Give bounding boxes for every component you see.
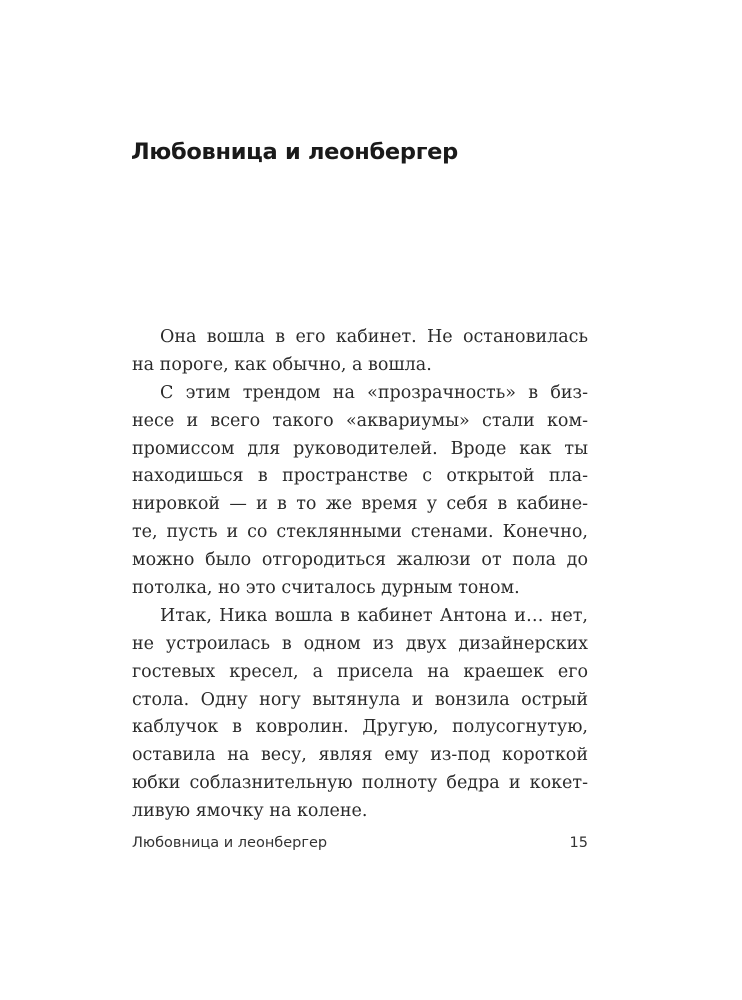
text-line: промиссом для руководителей. Вроде как ты — [132, 438, 588, 459]
text-line: юбки соблазнительную полноту бедра и кокет- — [132, 773, 588, 794]
text-line: стола. Одну ногу вытянула и вонзила острый — [132, 689, 588, 710]
page-number: 15 — [569, 835, 588, 851]
text-line: несе и всего такого «аквариумы» стали ком- — [132, 410, 588, 431]
paragraph — [132, 380, 588, 603]
text-line: нировкой — и в то же время у себя в кабине- — [132, 494, 588, 515]
text-line: Она вошла в его кабинет. Не остановилась — [160, 327, 588, 347]
paragraph — [132, 324, 588, 380]
text-line: можно было отгородиться жалюзи от пола до — [132, 550, 588, 571]
text-line: Итак, Ника вошла в кабинет Антона и… нет, — [160, 605, 588, 626]
text-line: находишься в пространстве с открытой пла- — [132, 466, 588, 487]
text-line: оставила на весу, являя ему из-под короткой — [132, 745, 588, 766]
body-text — [132, 324, 588, 826]
chapter-title: Любовница и леонбергер — [131, 139, 458, 165]
page-footer — [132, 835, 588, 851]
text-line: потолка, но это считалось дурным тоном. — [132, 578, 520, 599]
text-line: С этим трендом на «прозрачность» в биз- — [160, 382, 588, 403]
text-line: ливую ямочку на колене. — [132, 801, 368, 822]
paragraph — [132, 603, 588, 826]
text-line: не устроилась в одном из двух дизайнерских — [132, 633, 588, 654]
text-line: на пороге, как обычно, а вошла. — [132, 354, 432, 375]
text-line: гостевых кресел, а присела на краешек его — [132, 661, 588, 682]
running-title: Любовница и леонбергер — [132, 835, 328, 851]
text-line: каблучок в ковролин. Другую, полусогнутую, — [132, 717, 588, 738]
text-line: те, пусть и со стеклянными стенами. Конечно, — [132, 522, 588, 543]
